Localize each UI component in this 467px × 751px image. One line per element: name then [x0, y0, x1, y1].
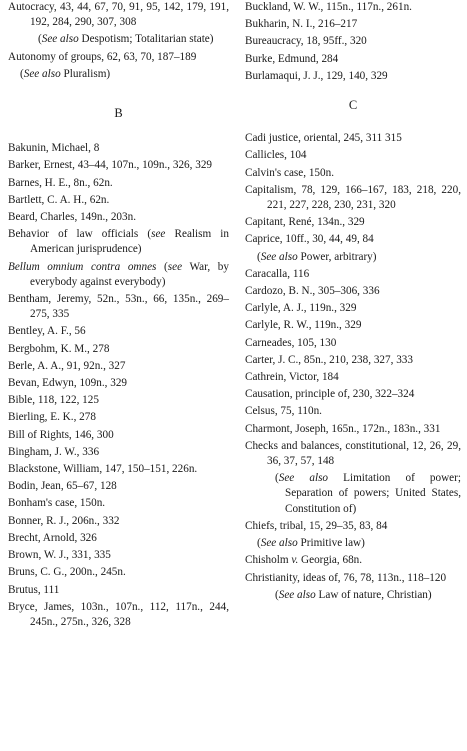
index-entry: Brecht, Arnold, 326: [8, 531, 97, 544]
index-entry: Bartlett, C. A. H., 62n.: [8, 193, 110, 206]
section-letter-c: C: [348, 98, 358, 113]
index-entry: Chisholm v. Georgia, 68n.: [245, 554, 363, 567]
index-entry: Bingham, J. W., 336: [8, 445, 100, 458]
index-entry: Bonham's case, 150n.: [8, 497, 106, 510]
see-also-entry: (See also Law of nature, Christian): [275, 588, 432, 601]
index-entry: Calvin's case, 150n.: [245, 166, 335, 179]
index-entry: Causation, principle of, 230, 322–324: [245, 388, 415, 401]
index-entry: Bonner, R. J., 206n., 332: [8, 514, 120, 527]
index-entry: Capitant, René, 134n., 329: [245, 216, 365, 229]
index-entry: Buckland, W. W., 115n., 117n., 261n.: [245, 1, 412, 13]
index-entry: Berle, A. A., 91, 92n., 327: [8, 359, 126, 372]
index-entry: Bevan, Edwyn, 109n., 329: [8, 377, 128, 390]
index-entry: Christianity, ideas of, 76, 78, 113n., 118–120: [245, 571, 447, 584]
index-entry: Bible, 118, 122, 125: [8, 394, 99, 407]
index-entry: Carlyle, R. W., 119n., 329: [245, 319, 362, 332]
see-also-entry: (See also Limitation of power; Separation of powers; United States, Constitution of): [275, 472, 461, 515]
index-entry: Bukharin, N. I., 216–217: [245, 18, 358, 31]
index-entry: Brutus, 111: [8, 583, 60, 596]
index-entry: Bellum omnium contra omnes (see War, by everybody against everybody): [8, 260, 229, 288]
index-entry: Capitalism, 78, 129, 166–167, 183, 218, 220, 221, 227, 228, 230, 231, 320: [245, 183, 461, 212]
index-entry: Checks and balances, constitutional, 12, 26, 29, 36, 37, 57, 148: [245, 439, 461, 468]
index-entry: Cardozo, B. N., 305–306, 336: [245, 285, 380, 298]
index-entry: Burke, Edmund, 284: [245, 52, 339, 65]
index-entry: Carneades, 105, 130: [245, 336, 337, 349]
see-also-entry: (See also Despotism; Totalitarian state): [38, 33, 214, 46]
index-entry: Bill of Rights, 146, 300: [8, 428, 114, 441]
index-entry: Behavior of law officials (see Realism in American jurisprudence): [8, 228, 229, 256]
index-entry: Blackstone, William, 147, 150–151, 226n.: [8, 463, 198, 476]
see-also-entry: (See also Primitive law): [257, 537, 365, 550]
see-also-entry: (See also Pluralism): [20, 67, 111, 80]
right-column: [245, 0, 461, 605]
index-entry: Bruns, C. G., 200n., 245n.: [8, 566, 126, 579]
index-entry: Bentley, A. F., 56: [8, 325, 86, 338]
index-entry: Cadi justice, oriental, 245, 311 315: [245, 132, 402, 145]
index-entry: Caracalla, 116: [245, 267, 310, 280]
index-entry: Bureaucracy, 18, 95ff., 320: [245, 35, 367, 48]
left-column: [8, 0, 229, 632]
index-entry: Brown, W. J., 331, 335: [8, 549, 111, 562]
index-entry: Carlyle, A. J., 119n., 329: [245, 302, 357, 315]
index-entry: Bodin, Jean, 65–67, 128: [8, 480, 117, 493]
index-entry: Bierling, E. K., 278: [8, 411, 96, 424]
index-entry: Autocracy, 43, 44, 67, 70, 91, 95, 142, 179, 191, 192, 284, 290, 307, 308: [8, 1, 229, 29]
index-entry: Bakunin, Michael, 8: [8, 142, 100, 155]
index-entry: Celsus, 75, 110n.: [245, 405, 322, 418]
index-entry: Callicles, 104: [245, 149, 307, 162]
index-entry: Barker, Ernest, 43–44, 107n., 109n., 326, 329: [8, 159, 213, 172]
see-also-entry: (See also Power, arbitrary): [257, 250, 377, 263]
index-entry: Chiefs, tribal, 15, 29–35, 83, 84: [245, 519, 388, 532]
index-entry: Bergbohm, K. M., 278: [8, 342, 110, 355]
index-entry: Caprice, 10ff., 30, 44, 49, 84: [245, 233, 374, 246]
index-entry: Carter, J. C., 85n., 210, 238, 327, 333: [245, 353, 413, 366]
section-letter-b: B: [114, 106, 123, 121]
index-entry: Charmont, Joseph, 165n., 172n., 183n., 331: [245, 422, 441, 435]
index-entry: Cathrein, Victor, 184: [245, 371, 339, 384]
index-entry: Beard, Charles, 149n., 203n.: [8, 211, 137, 224]
index-entry: Burlamaqui, J. J., 129, 140, 329: [245, 69, 388, 82]
index-entry: Bryce, James, 103n., 107n., 112, 117n., 244, 245n., 275n., 326, 328: [8, 600, 229, 628]
index-entry: Bentham, Jeremy, 52n., 53n., 66, 135n., 269–275, 335: [8, 293, 229, 321]
index-entry: Barnes, H. E., 8n., 62n.: [8, 176, 113, 189]
index-entry: Autonomy of groups, 62, 63, 70, 187–189: [8, 50, 197, 63]
